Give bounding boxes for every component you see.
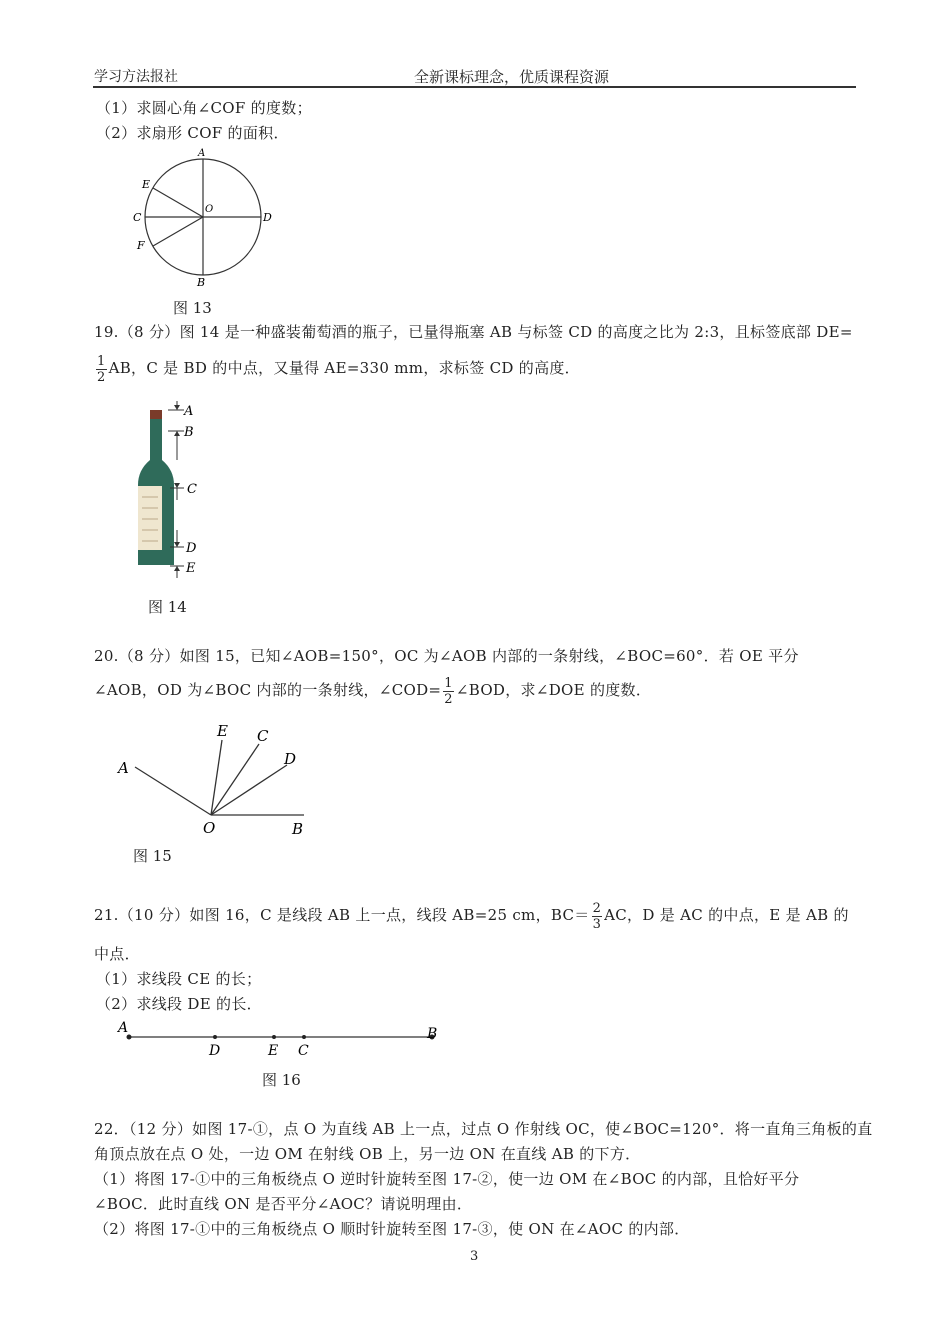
figure-15-rays — [110, 718, 320, 843]
ray-label-b: B — [292, 820, 304, 838]
ray-oe — [211, 740, 222, 815]
seg-label-e: E — [268, 1043, 279, 1059]
bottle-label-b: B — [184, 425, 194, 440]
q21-sub1: （1）求线段 CE 的长； — [96, 970, 262, 988]
q22-line5: （2）将图 17-①中的三角板绕点 O 顺时针旋转至图 17-③，使 ON 在∠AOC 的内部． — [94, 1220, 690, 1238]
q22-line3: （1）将图 17-①中的三角板绕点 O 逆时针旋转至图 17-②，使一边 OM 在∠BOC 的内部，且恰好平分 — [94, 1170, 800, 1188]
ray-label-o: O — [203, 819, 216, 837]
q18-sub2: （2）求扇形 COF 的面积． — [96, 124, 289, 142]
bottle-label-c: C — [187, 482, 197, 497]
radius-of — [153, 217, 203, 246]
bottle-label-e: E — [186, 561, 196, 576]
q21-line1-pre: 21.（10 分）如图 16，C 是线段 AB 上一点，线段 AB=25 cm，BC＝ — [94, 906, 590, 924]
q20-fraction: $\frac{1}{2}$ — [444, 675, 453, 707]
seg-label-d: D — [209, 1043, 221, 1059]
point-e — [272, 1035, 276, 1039]
label-f: F — [137, 239, 145, 252]
q21-fraction: $\frac{2}{3}$ — [592, 900, 602, 932]
radius-oe — [153, 188, 203, 217]
q19-line2 — [94, 348, 580, 388]
ray-oa — [135, 767, 211, 815]
bottle-label-d: D — [186, 541, 197, 556]
q19-line1: 19.（8 分）图 14 是一种盛装葡萄酒的瓶子，已量得瓶塞 AB 与标签 CD 的高度之比为 2:3，且标签底部 DE= — [94, 323, 853, 341]
q20-line2-post: ∠BOD，求∠DOE 的度数． — [455, 681, 652, 699]
header-slogan: 全新课标理念，优质课程资源 — [414, 68, 610, 86]
ray-oc — [211, 744, 259, 815]
ray-label-d: D — [284, 750, 297, 768]
q22-line2: 角顶点放在点 O 处，一边 OM 在射线 OB 上，另一边 ON 在直线 AB 的下方． — [94, 1145, 641, 1163]
ray-label-e: E — [217, 722, 228, 740]
figure-15-caption: 图 15 — [133, 847, 172, 865]
figure-16-segment — [115, 1018, 445, 1063]
header-publisher: 学习方法报社 — [94, 69, 178, 85]
q20-line2-pre: ∠AOB，OD 为∠BOC 内部的一条射线，∠COD= — [94, 681, 442, 699]
seg-label-b: B — [427, 1026, 438, 1042]
seg-label-a: A — [118, 1020, 129, 1036]
header-rule — [93, 86, 856, 88]
seg-label-c: C — [298, 1043, 309, 1059]
figure-14-bottle — [132, 400, 222, 580]
point-c — [302, 1035, 306, 1039]
figure-14-caption: 图 14 — [148, 598, 187, 616]
label-a: A — [198, 148, 206, 159]
point-d — [213, 1035, 217, 1039]
label-o: O — [205, 204, 214, 215]
q21-line1 — [94, 895, 849, 935]
bottle-cork — [150, 410, 162, 419]
label-b: B — [197, 276, 206, 289]
q20-line1: 20.（8 分）如图 15，已知∠AOB=150°，OC 为∠AOB 内部的一条射线，∠BOC=60°．若 OE 平分 — [94, 647, 799, 665]
q22-line4: ∠BOC．此时直线 ON 是否平分∠AOC？请说明理由． — [94, 1195, 473, 1213]
figure-16-caption: 图 16 — [262, 1071, 301, 1089]
label-c: C — [133, 211, 142, 224]
ray-label-a: A — [118, 759, 129, 777]
q22-line1: 22．（12 分）如图 17-①，点 O 为直线 AB 上一点，过点 O 作射线 OC，使∠BOC=120°．将一直角三角板的直 — [94, 1120, 873, 1138]
label-d: D — [263, 211, 272, 224]
q21-sub2: （2）求线段 DE 的长． — [96, 995, 262, 1013]
bottle-label — [138, 486, 162, 550]
ray-od — [211, 765, 287, 815]
label-e: E — [142, 178, 151, 191]
q19-fraction: $\frac{1}{2}$ — [97, 353, 106, 385]
q18-sub1: （1）求圆心角∠COF 的度数； — [96, 99, 312, 117]
q20-line2 — [94, 670, 651, 710]
q19-line2-text: AB，C 是 BD 的中点，又量得 AE=330 mm，求标签 CD 的高度． — [108, 359, 580, 377]
bottle-neck — [150, 416, 162, 462]
page-number: 3 — [470, 1249, 479, 1264]
figure-13-circle — [130, 146, 280, 291]
bottle-label-a: A — [184, 404, 194, 419]
q21-line1-post: AC，D 是 AC 的中点，E 是 AB 的 — [604, 906, 849, 924]
figure-13-caption: 图 13 — [173, 299, 212, 317]
q21-line2: 中点． — [94, 945, 140, 963]
ray-label-c: C — [257, 727, 269, 745]
